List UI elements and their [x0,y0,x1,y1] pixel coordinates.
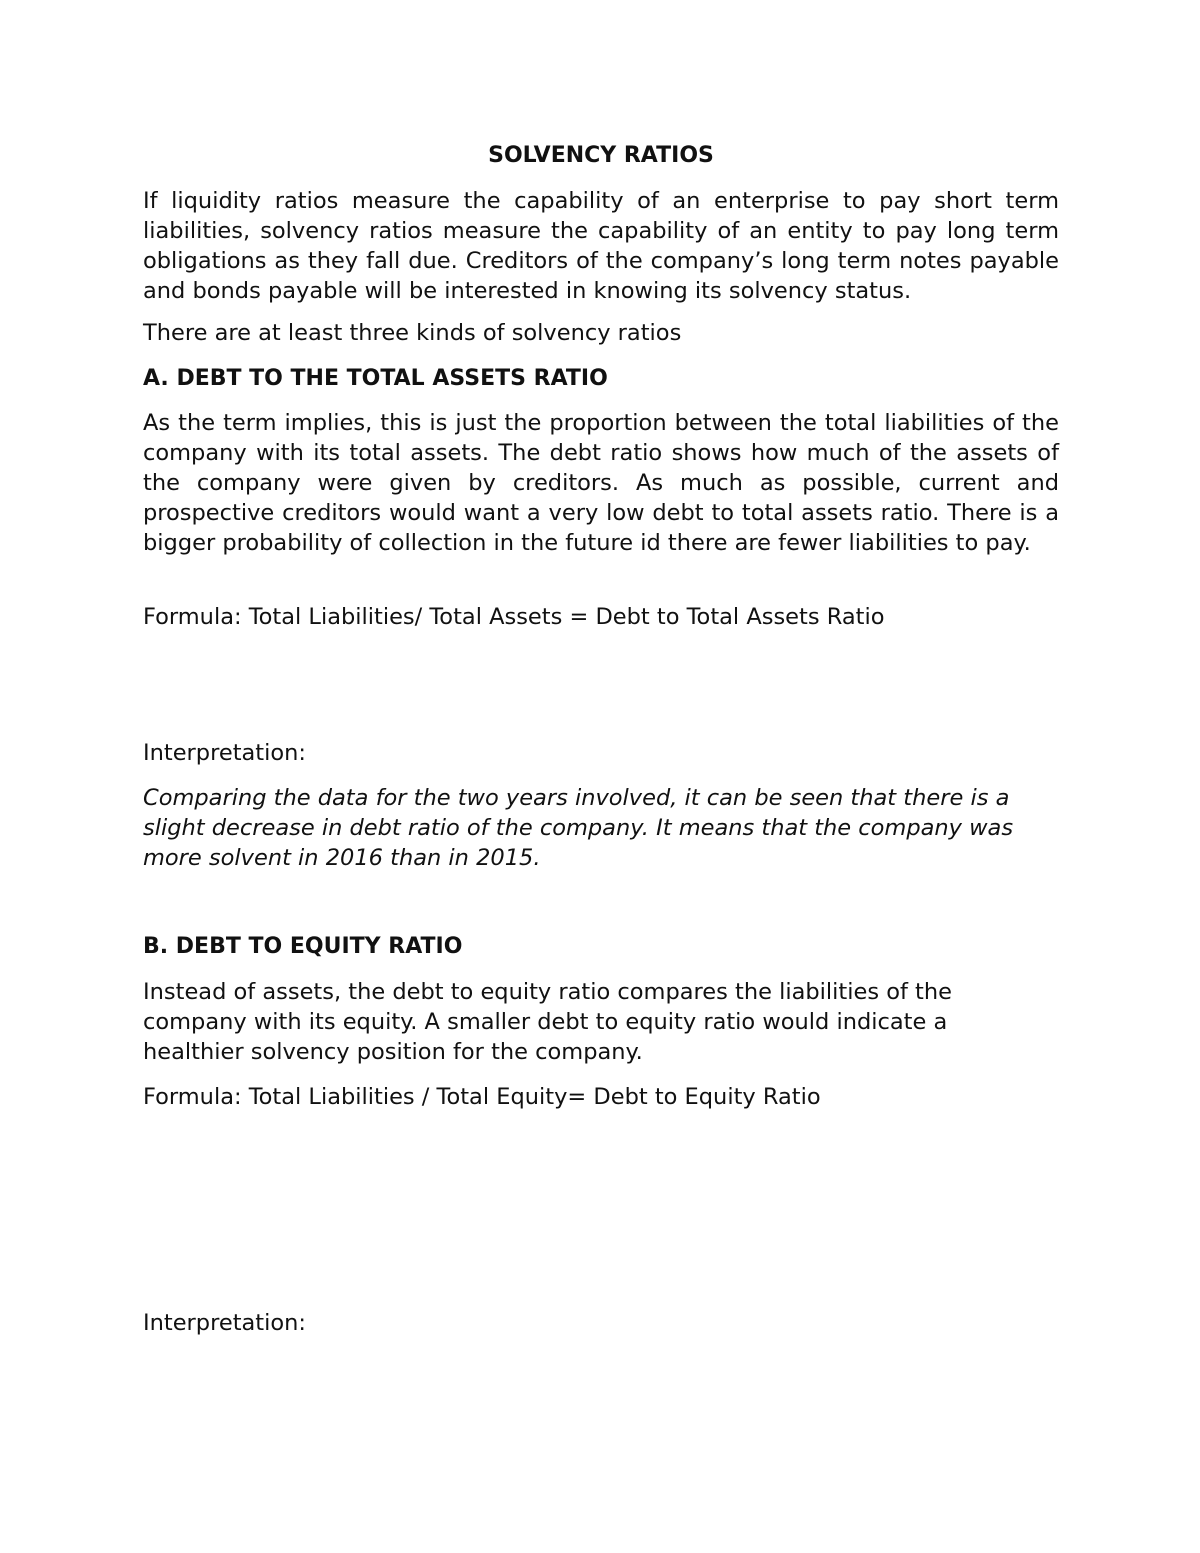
section-b-interpretation-label: Interpretation: [143,1310,306,1336]
section-a-formula: Formula: Total Liabilities/ Total Assets = Debt to Total Assets Ratio [143,604,885,630]
section-a-interpretation-text: Comparing the data for the two years involved, it can be seen that there is a slight decrease in debt ratio of the company. It means that the company was more solvent in 2016 than in 2015. [143,785,1014,871]
section-a-paragraph: As the term implies, this is just the proportion between the total liabilities of the company with its total assets. The debt ratio shows how much of the assets of the company were given by creditors. As much as possible, current and prospective creditors would want a very low debt to total assets ratio. There is a bigger probability of collection in the future id there are fewer liabilities to pay. [143,410,1059,556]
section-a-interpretation-label: Interpretation: [143,740,306,766]
intro-paragraph: If liquidity ratios measure the capability of an enterprise to pay short term liabilities, solvency ratios measure the capability of an entity to pay long term obligations as they fall due. Creditors of the company’s long term notes payable and bonds payable will be interested in knowing its solvency status. [143,188,1059,304]
kinds-sentence: There are at least three kinds of solvency ratios [143,320,682,346]
section-b-paragraph: Instead of assets, the debt to equity ratio compares the liabilities of the company with its equity. A smaller debt to equity ratio would indicate a healthier solvency position for the company. [143,979,952,1065]
section-b-formula: Formula: Total Liabilities / Total Equity= Debt to Equity Ratio [143,1084,821,1110]
section-a-heading: A. DEBT TO THE TOTAL ASSETS RATIO [143,366,608,391]
section-b-heading: B. DEBT TO EQUITY RATIO [143,934,463,959]
document-title: SOLVENCY RATIOS [488,143,714,168]
